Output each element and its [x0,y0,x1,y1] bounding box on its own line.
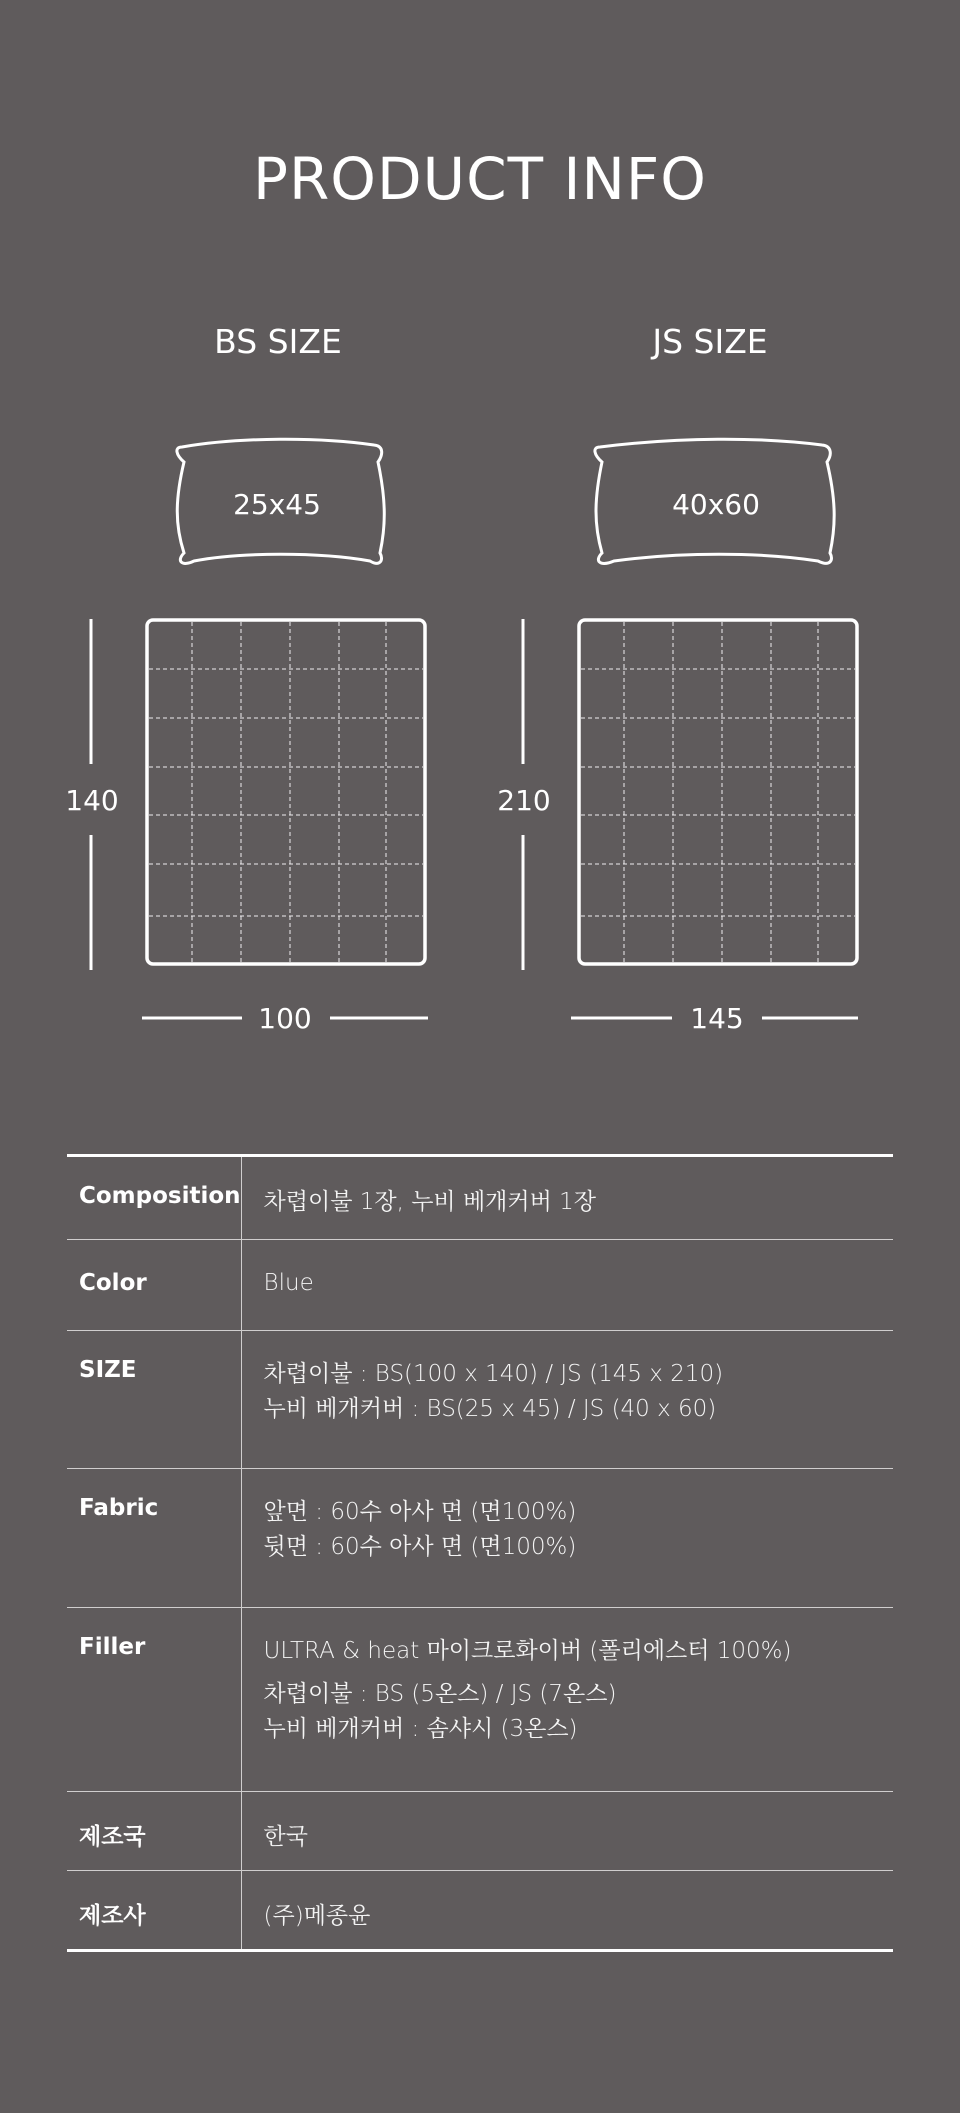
table-row [67,1469,893,1608]
row-key: Filler [67,1608,241,1792]
table-row [67,1608,893,1792]
table-row [67,1156,893,1240]
product-info-table [67,1154,893,1952]
js-blanket-icon [579,620,857,964]
table-row [67,1331,893,1469]
row-key: Composition [67,1156,241,1240]
row-value: (주)메종윤 [241,1871,893,1951]
row-value: 한국 [241,1792,893,1871]
value-line: 뒷면 : 60수 아사 면 (면100%) [263,1534,577,1560]
bs-pillow-label: 25x45 [233,488,321,521]
value-line: 차렵이불 : BS(100 x 140) / JS (145 x 210) [263,1361,724,1387]
table-row [67,1792,893,1871]
value-line: 누비 베개커버 : BS(25 x 45) / JS (40 x 60) [263,1396,717,1422]
table-row [67,1240,893,1331]
row-key: Fabric [67,1469,241,1608]
table-row [67,1871,893,1951]
row-value [241,1608,893,1792]
value-line: ULTRA & heat 마이크로화이버 (폴리에스터 100%) [263,1638,792,1664]
row-key: Color [67,1240,241,1331]
value-line: 앞면 : 60수 아사 면 (면100%) [263,1499,577,1525]
js-height-label: 210 [497,784,551,817]
row-value [241,1469,893,1608]
bs-size-title: BS SIZE [214,322,342,361]
bs-height-label: 140 [65,784,119,817]
value-line: 누비 베개커버 : 솜샤시 (3온스) [263,1716,578,1742]
row-key: 제조사 [67,1871,241,1951]
row-key: SIZE [67,1331,241,1469]
row-key: 제조국 [67,1792,241,1871]
value-line: 차렵이불 : BS (5온스) / JS (7온스) [263,1681,617,1707]
js-width-label: 145 [690,1002,744,1035]
bs-width-label: 100 [258,1002,312,1035]
page-title: PRODUCT INFO [253,145,707,213]
row-value: 차렵이불 1장, 누비 베개커버 1장 [263,1189,596,1215]
row-value [241,1331,893,1469]
bs-blanket-icon [147,620,425,964]
js-pillow-label: 40x60 [672,488,760,521]
row-value: Blue [241,1240,893,1331]
js-size-title: JS SIZE [652,322,768,361]
